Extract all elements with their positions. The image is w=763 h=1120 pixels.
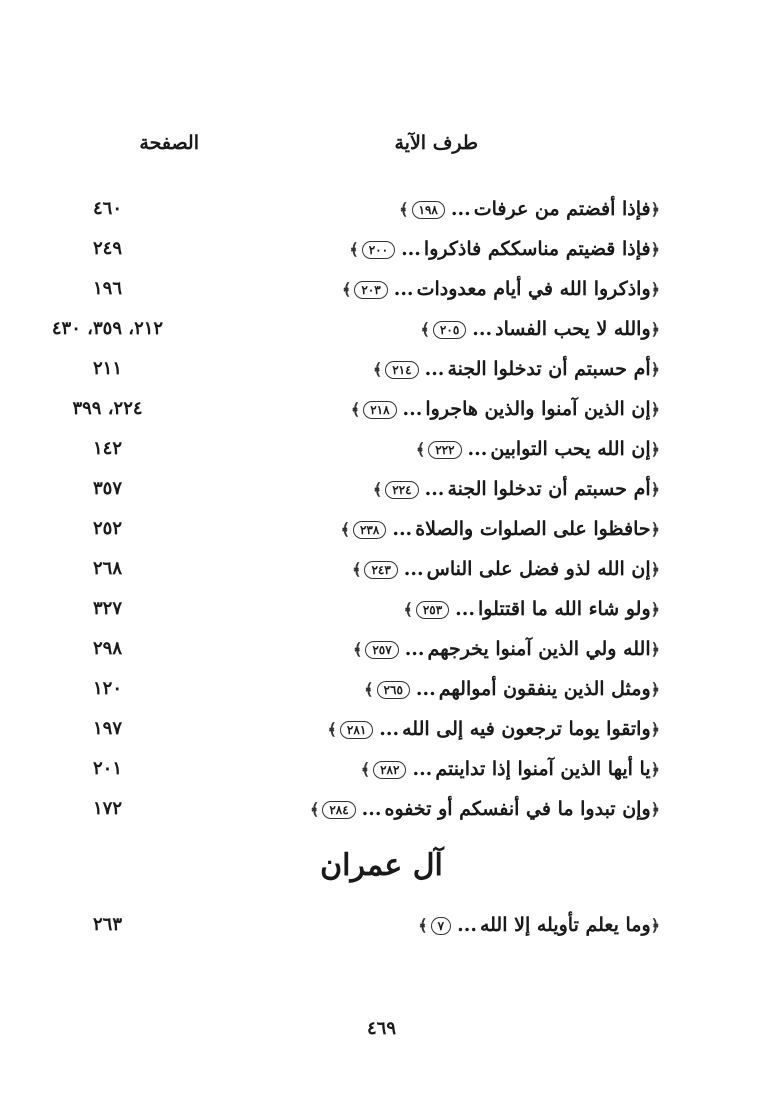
verse-excerpt (352, 558, 660, 580)
page-reference: ٤٦٠ (92, 198, 122, 219)
ellipsis: ... (412, 758, 433, 780)
verse-text: ومثل الذين ينفقون أموالهم (438, 678, 651, 700)
open-bracket: ﴿ (650, 280, 660, 299)
ayah-number-badge: ٢١٨ (363, 401, 396, 419)
open-bracket: ﴿ (650, 360, 660, 379)
index-row (0, 910, 763, 950)
index-row (0, 754, 763, 794)
open-bracket: ﴿ (650, 680, 660, 699)
page-number: ٤٦٩ (366, 1018, 396, 1039)
close-bracket: ﴾ (372, 360, 383, 379)
verse-text: حافظوا على الصلوات والصلاة (415, 518, 651, 540)
verse-excerpt (361, 758, 660, 780)
page-reference: ٢٩٨ (92, 638, 122, 659)
close-bracket: ﴾ (349, 240, 359, 259)
ellipsis: ... (402, 398, 423, 420)
open-bracket: ﴿ (650, 400, 660, 419)
ellipsis: ... (404, 638, 425, 660)
verse-text: أم حسبتم أن تدخلوا الجنة (447, 358, 651, 380)
verse-excerpt (364, 678, 660, 700)
index-row (0, 234, 763, 274)
close-bracket: ﴾ (352, 560, 362, 579)
verse-index-list (0, 194, 763, 834)
ayah-number-badge: ٢٨٤ (322, 801, 355, 819)
index-row (0, 434, 763, 474)
open-bracket: ﴿ (650, 800, 660, 819)
verse-excerpt (349, 238, 660, 260)
ellipsis: ... (424, 358, 445, 380)
verse-text: واذكروا الله في أيام معدودات (416, 278, 651, 300)
verse-text: إن الله يحب التوابين (490, 438, 651, 460)
index-row (0, 394, 763, 434)
ayah-number-badge: ٢٦٥ (377, 681, 410, 699)
open-bracket: ﴿ (650, 600, 660, 619)
page-reference: ٣٢٧ (92, 598, 122, 619)
page-reference: ٢٢٤، ٣٩٩ (72, 398, 143, 419)
close-bracket: ﴾ (420, 320, 430, 339)
verse-excerpt (328, 718, 660, 740)
ayah-number-badge: ٢٨٢ (373, 761, 406, 779)
close-bracket: ﴾ (360, 760, 371, 779)
index-row (0, 314, 763, 354)
close-bracket: ﴾ (340, 520, 350, 539)
ellipsis: ... (472, 318, 493, 340)
verse-excerpt (399, 198, 660, 220)
verse-text: أم حسبتم أن تدخلوا الجنة (447, 478, 651, 500)
verse-text: فإذا قضيتم مناسككم فاذكروا (423, 238, 651, 260)
page-reference: ١٩٧ (92, 718, 122, 739)
open-bracket: ﴿ (650, 240, 660, 259)
close-bracket: ﴾ (399, 200, 409, 219)
verse-text: إن الذين آمنوا والذين هاجروا (425, 398, 651, 420)
open-bracket: ﴿ (650, 640, 660, 659)
close-bracket: ﴾ (341, 280, 352, 299)
ellipsis: ... (392, 518, 413, 540)
ayah-number-badge: ٢٠٠ (362, 241, 395, 259)
page-column-header: الصفحة (139, 132, 199, 154)
page-reference: ٢٦٣ (92, 914, 122, 935)
verse-text: إن الله لذو فضل على الناس (426, 558, 651, 580)
ellipsis: ... (393, 278, 414, 300)
verse-text: فإذا أفضتم من عرفات (473, 198, 651, 220)
surah-heading: آل عمران (320, 848, 443, 883)
close-bracket: ﴾ (403, 600, 413, 619)
page-reference: ٢٦٨ (92, 558, 122, 579)
close-bracket: ﴾ (364, 680, 374, 699)
verse-excerpt (341, 518, 660, 540)
close-bracket: ﴾ (327, 720, 337, 739)
ayah-number-badge: ٢٣٨ (353, 521, 386, 539)
ellipsis: ... (424, 478, 445, 500)
index-row (0, 794, 763, 834)
ellipsis: ... (467, 438, 488, 460)
ellipsis: ... (379, 718, 400, 740)
verse-excerpt (353, 638, 660, 660)
open-bracket: ﴿ (650, 760, 660, 779)
page-reference: ٢١٢، ٣٥٩، ٤٣٠ (51, 318, 164, 339)
page-reference: ١٤٢ (92, 438, 122, 459)
ayah-number-badge: ١٩٨ (412, 201, 445, 219)
open-bracket: ﴿ (650, 560, 660, 579)
index-row (0, 274, 763, 314)
page-reference: ١٧٢ (92, 798, 122, 819)
verse-text: الله ولي الذين آمنوا يخرجهم (427, 638, 651, 660)
ellipsis: ... (403, 558, 424, 580)
index-row (0, 594, 763, 634)
verse-text: وما يعلم تأويله إلا الله (479, 914, 651, 936)
verse-excerpt (373, 358, 660, 380)
ayah-number-badge: ٢٢٢ (428, 441, 461, 459)
ayah-number-badge: ٧ (431, 917, 451, 935)
verse-text: والله لا يحب الفساد (495, 318, 651, 340)
index-row (0, 634, 763, 674)
verse-excerpt (351, 398, 660, 420)
open-bracket: ﴿ (650, 720, 660, 739)
ellipsis: ... (450, 198, 471, 220)
open-bracket: ﴿ (650, 520, 660, 539)
close-bracket: ﴾ (372, 480, 383, 499)
ellipsis: ... (457, 914, 477, 936)
ayah-number-badge: ٢٥٣ (416, 601, 449, 619)
index-row (0, 674, 763, 714)
close-bracket: ﴾ (350, 400, 361, 419)
page-reference: ٣٥٧ (92, 478, 122, 499)
page-reference: ٢١١ (92, 358, 122, 379)
verse-excerpt (342, 278, 660, 300)
index-row (0, 554, 763, 594)
index-row (0, 514, 763, 554)
verse-text: واتقوا يوما ترجعون فيه إلى الله (402, 718, 651, 740)
index-row (0, 194, 763, 234)
ayah-number-badge: ٢٤٣ (364, 561, 397, 579)
page-reference: ٢٤٩ (92, 238, 122, 259)
close-bracket: ﴾ (415, 440, 426, 459)
verse-excerpt (416, 438, 660, 460)
open-bracket: ﴿ (650, 916, 660, 935)
page-reference: ١٩٦ (92, 278, 122, 299)
verse-excerpt (373, 478, 660, 500)
ellipsis: ... (401, 238, 421, 260)
close-bracket: ﴾ (418, 916, 428, 935)
open-bracket: ﴿ (650, 440, 660, 459)
ayah-number-badge: ٢٥٧ (365, 641, 398, 659)
verse-text: وإن تبدوا ما في أنفسكم أو تخفوه (384, 798, 651, 820)
page-reference: ١٢٠ (92, 678, 122, 699)
ellipsis: ... (415, 678, 436, 700)
ayah-number-badge: ٢٠٥ (433, 321, 466, 339)
verse-excerpt (418, 914, 660, 936)
open-bracket: ﴿ (650, 480, 660, 499)
page-reference: ٢٠١ (92, 758, 122, 779)
verse-index-list-2 (0, 910, 763, 950)
close-bracket: ﴾ (352, 640, 363, 659)
open-bracket: ﴿ (650, 320, 660, 339)
open-bracket: ﴿ (650, 200, 660, 219)
ellipsis: ... (455, 598, 476, 620)
index-row (0, 354, 763, 394)
ayah-number-badge: ٢١٤ (385, 361, 418, 379)
page-reference: ٢٥٢ (92, 518, 122, 539)
ayah-number-badge: ٢٠٣ (354, 281, 387, 299)
ayah-number-badge: ٢٢٤ (385, 481, 418, 499)
verse-text: يا أيها الذين آمنوا إذا تداينتم (435, 758, 651, 780)
verse-text: ولو شاء الله ما اقتتلوا (478, 598, 651, 620)
index-row (0, 714, 763, 754)
verse-excerpt (310, 798, 660, 820)
ayah-number-badge: ٢٨١ (340, 721, 373, 739)
close-bracket: ﴾ (309, 800, 320, 819)
verse-column-header: طرف الآية (394, 132, 478, 154)
ellipsis: ... (361, 798, 382, 820)
verse-excerpt (403, 598, 660, 620)
verse-excerpt (421, 318, 660, 340)
index-row (0, 474, 763, 514)
